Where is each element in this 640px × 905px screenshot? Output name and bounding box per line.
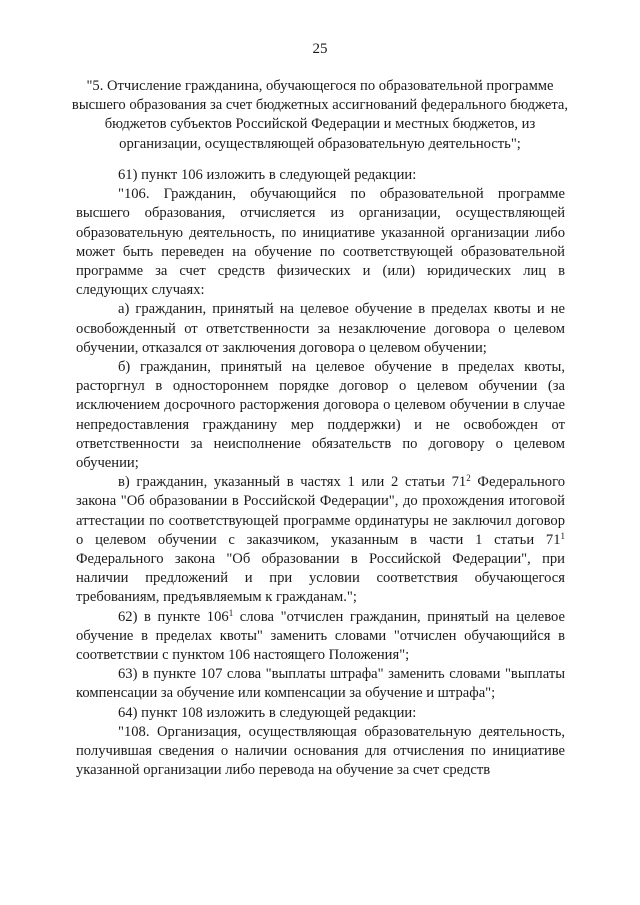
superscript-1: 1 <box>560 530 565 541</box>
superscript-2: 2 <box>466 473 471 484</box>
paragraph-63: 63) в пункте 107 слова "выплаты штрафа" заменить словами "выплаты компенсации за обучение или компенсации за обучение и штрафа"; <box>76 666 565 702</box>
document-body <box>76 166 565 781</box>
page-number: 25 <box>312 41 328 57</box>
subitem-v-text-3: Федерального закона "Об образовании в Российской Федерации", при наличии предложений и при условии соответствия обучающегося требованиям, предъявляемым к гражданам."; <box>76 551 565 606</box>
paragraph-108: "108. Организация, осуществляющая образовательную деятельность, получившая сведения о наличии основания для отчисления по инициативе указанной организации либо перевода на обучение за счет средств <box>76 723 565 779</box>
paragraph-64: 64) пункт 108 изложить в следующей редакции: <box>118 704 417 721</box>
quoted-heading: "5. Отчисление гражданина, обучающегося по образовательной программе высшего образования за счет бюджетных ассигнований федерального бюджета, бюджетов субъектов Российской Федерации и местных бюджетов, из организации, осуществляющей образовательную деятельность"; <box>71 78 569 152</box>
paragraph-62-text-1: 62) в пункте 106 <box>118 608 229 625</box>
subitem-v-text-1: в) гражданин, указанный в частях 1 или 2 статьи 71 <box>118 474 467 491</box>
paragraph-62-text-2: слова "отчислен гражданин, принятый на целевое обучение в пределах квоты" заменить словами "отчислен обучающийся в соответствии с пунктом 106 настоящего Положения"; <box>76 608 565 664</box>
subitem-v-text-2: Федерального закона "Об образовании в Российской Федерации", до прохождения итоговой аттестации по соответствующей программе ординатуры не заключил договор о целевом обучении с заказчиком, указанным в части 1 статьи 71 <box>76 474 565 548</box>
superscript-1: 1 <box>228 607 234 618</box>
subitem-v <box>76 473 565 607</box>
subitem-a: а) гражданин, принятый на целевое обучение в пределах квоты и не освобожденный от ответственности за незаключение договора о целевом обучении, отказался от заключения договора о целевом обучении; <box>76 301 565 356</box>
paragraph-106: "106. Гражданин, обучающийся по образовательной программе высшего образования, отчисляется из организации, осуществляющей образовательную деятельность, по инициативе указанной организации либо может быть переведен на обучение по соответствующей образовательной программе за счет средств физических и (или) юридических лиц в следующих случаях: <box>76 186 565 299</box>
paragraph-61: 61) пункт 106 изложить в следующей редакции: <box>118 167 417 183</box>
subitem-b: б) гражданин, принятый на целевое обучение в пределах квоты, расторгнул в одностороннем порядке договор о целевом обучении (за исключением досрочного расторжения договора о целевом обучении в случае непредоставления гражданину мер поддержки) и не освобожден от ответственности за неисполнение обязательств по договору о целевом обучении; <box>76 359 565 472</box>
paragraph-62 <box>76 608 565 666</box>
